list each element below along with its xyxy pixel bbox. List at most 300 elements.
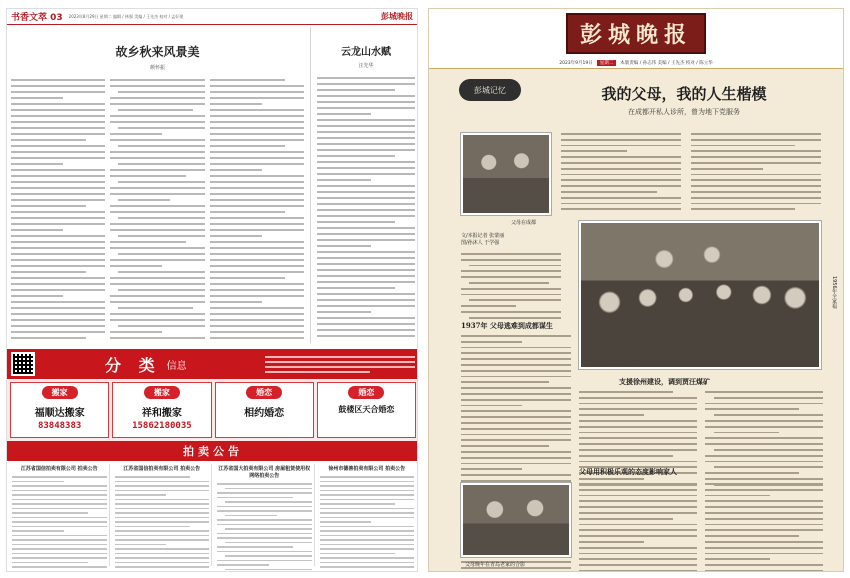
left-articles — [7, 27, 418, 345]
text-line — [118, 271, 205, 273]
text-line — [579, 461, 697, 463]
text-line — [12, 562, 88, 564]
text-line — [579, 437, 697, 439]
text-line — [217, 519, 312, 521]
text-line — [461, 428, 571, 430]
section-heading: 1937年 父母逃难到成都谋生 — [461, 321, 553, 330]
text-line — [461, 288, 561, 290]
article-author: 汪先华 — [358, 63, 374, 69]
text-line — [110, 223, 204, 225]
family-photo-caption: 1956年全家福 — [831, 276, 837, 309]
text-line — [110, 121, 204, 123]
text-line — [210, 313, 304, 315]
text-line — [11, 151, 105, 153]
text-line — [469, 282, 549, 284]
couple-photo — [461, 133, 551, 215]
text-line — [11, 211, 105, 213]
text-line — [579, 535, 697, 537]
text-block — [561, 133, 681, 214]
text-line — [461, 480, 571, 482]
text-line — [561, 197, 681, 199]
issue-line — [429, 57, 843, 69]
text-line — [110, 247, 204, 249]
ad-badge: 搬家 — [144, 386, 180, 399]
text-line — [115, 544, 167, 546]
text-line — [461, 311, 561, 313]
text-line — [317, 77, 415, 79]
issue-date: 2023年9月19日 — [559, 60, 593, 66]
text-line — [561, 191, 657, 193]
text-line — [11, 265, 105, 267]
text-line — [210, 331, 304, 333]
text-line — [12, 557, 107, 559]
text-line — [11, 307, 105, 309]
text-line — [12, 494, 107, 496]
feature-subtitle: 在成都开私人诊所，曾为地下党服务 — [628, 108, 740, 116]
text-line — [579, 420, 697, 422]
text-line — [317, 185, 415, 187]
text-line — [705, 558, 770, 560]
text-line — [579, 483, 697, 485]
text-line — [461, 445, 549, 447]
text-line — [11, 319, 105, 321]
text-line — [317, 305, 415, 307]
text-line — [210, 187, 304, 189]
text-line — [579, 397, 697, 399]
text-line — [12, 521, 107, 523]
text-line — [579, 426, 697, 428]
feature-article — [429, 71, 844, 572]
text-line — [317, 119, 415, 121]
text-line — [11, 127, 105, 129]
text-line — [118, 289, 205, 291]
notice-title: 江苏省国信拍卖有限公司 拍卖公告 — [20, 466, 98, 472]
text-line — [12, 517, 107, 519]
text-line — [705, 408, 799, 410]
text-column — [11, 79, 105, 343]
text-line — [115, 494, 167, 496]
text-line — [317, 299, 415, 301]
text-line — [210, 79, 285, 81]
text-line — [210, 283, 304, 285]
text-line — [12, 530, 64, 532]
text-line — [691, 191, 821, 193]
text-line — [11, 337, 86, 339]
text-line — [320, 526, 415, 528]
text-line — [320, 503, 396, 505]
text-line — [320, 557, 415, 559]
text-line — [320, 499, 415, 501]
text-line — [317, 149, 415, 151]
text-line — [317, 257, 415, 259]
text-line — [317, 215, 415, 217]
qr-code-icon — [11, 352, 35, 376]
text-line — [317, 143, 415, 145]
text-line — [12, 539, 107, 541]
text-line — [705, 489, 823, 491]
article-yunlong-mountain — [317, 27, 415, 343]
text-line — [691, 168, 763, 170]
text-line — [110, 265, 162, 267]
notice-title: 江苏省国信拍卖有限公司 拍卖公告 — [123, 466, 201, 472]
text-line — [11, 145, 105, 147]
text-line — [11, 187, 105, 189]
classified-contact — [265, 353, 415, 376]
text-line — [115, 571, 210, 573]
text-line — [561, 133, 681, 135]
photo-caption: 父母在成都 — [511, 220, 537, 226]
text-line — [11, 163, 63, 165]
text-line — [320, 490, 415, 492]
text-line — [317, 83, 415, 85]
text-line — [210, 301, 262, 303]
text-line — [317, 161, 415, 163]
text-line — [11, 313, 105, 315]
text-line — [11, 193, 105, 195]
text-line — [210, 277, 285, 279]
text-line — [210, 295, 304, 297]
text-line — [705, 437, 823, 439]
text-line — [705, 500, 823, 502]
text-line — [317, 275, 415, 277]
text-line — [320, 571, 372, 573]
text-line — [110, 205, 204, 207]
text-line — [461, 387, 571, 389]
text-line — [320, 566, 415, 568]
ad-badge: 婚恋 — [348, 386, 384, 399]
text-line — [461, 335, 571, 337]
text-line — [11, 79, 105, 81]
text-line — [115, 562, 210, 564]
text-line — [217, 492, 312, 494]
text-column — [110, 79, 204, 343]
text-line — [11, 133, 105, 135]
text-line — [579, 449, 697, 451]
text-line — [115, 553, 210, 555]
text-line — [118, 109, 193, 111]
text-line — [691, 145, 795, 147]
text-line — [320, 521, 372, 523]
text-line — [11, 223, 105, 225]
text-line — [210, 259, 304, 261]
text-line — [461, 457, 571, 459]
text-line — [705, 478, 823, 480]
text-line — [461, 358, 571, 360]
text-line — [561, 168, 681, 170]
text-line — [705, 443, 823, 445]
text-line — [461, 410, 571, 412]
text-line — [317, 263, 415, 265]
text-line — [461, 422, 571, 424]
text-line — [705, 426, 823, 428]
text-line — [210, 247, 304, 249]
text-line — [11, 247, 105, 249]
ad-name: 相约婚恋 — [244, 408, 285, 419]
family-photo — [579, 221, 821, 369]
text-line — [461, 276, 561, 278]
ad-row — [7, 379, 418, 441]
text-line — [11, 157, 105, 159]
text-line — [12, 535, 107, 537]
masthead-logo: 彭城晚报 — [566, 13, 706, 54]
text-line — [115, 512, 210, 514]
text-line — [461, 253, 561, 255]
text-line — [210, 169, 262, 171]
text-line — [11, 121, 105, 123]
text-line — [225, 542, 312, 544]
text-line — [561, 156, 681, 158]
text-line — [12, 571, 107, 573]
text-line — [210, 139, 304, 141]
text-line — [118, 235, 205, 237]
text-line — [217, 510, 312, 512]
text-line — [210, 151, 304, 153]
text-line — [110, 241, 185, 243]
text-line — [210, 175, 304, 177]
text-line — [210, 211, 285, 213]
text-line — [225, 569, 312, 571]
text-line — [115, 499, 210, 501]
text-line — [110, 319, 204, 321]
text-line — [461, 259, 561, 261]
text-line — [11, 271, 86, 273]
text-line — [11, 301, 105, 303]
text-line — [714, 414, 823, 416]
article-autumn-scenery — [11, 27, 311, 343]
text-line — [115, 476, 191, 478]
text-line — [110, 169, 204, 171]
text-line — [461, 451, 571, 453]
text-line — [469, 299, 561, 301]
text-line — [461, 405, 522, 407]
text-line — [225, 488, 312, 490]
text-line — [705, 529, 823, 531]
text-line — [210, 289, 304, 291]
text-line — [210, 163, 304, 165]
text-line — [579, 455, 673, 457]
text-line — [579, 403, 697, 405]
text-line — [210, 133, 304, 135]
text-line — [210, 115, 304, 117]
text-line — [11, 331, 105, 333]
text-line — [461, 399, 571, 401]
text-line — [579, 495, 697, 497]
text-line — [561, 179, 681, 181]
text-line — [705, 420, 823, 422]
auction-notice — [113, 464, 213, 566]
text-line — [579, 558, 697, 560]
text-line — [11, 169, 105, 171]
text-line — [11, 259, 105, 261]
text-line — [110, 187, 204, 189]
left-page-header — [7, 9, 417, 25]
text-line — [461, 474, 571, 476]
text-line — [110, 103, 204, 105]
text-line — [714, 397, 823, 399]
text-line — [217, 506, 312, 508]
text-line — [210, 103, 262, 105]
text-line — [12, 508, 107, 510]
text-line — [705, 483, 823, 485]
text-line — [217, 483, 312, 485]
text-line — [210, 325, 304, 327]
text-line — [469, 265, 561, 267]
text-line — [714, 449, 823, 451]
text-line — [691, 156, 821, 158]
text-line — [320, 485, 415, 487]
text-line — [317, 89, 395, 91]
text-line — [115, 490, 210, 492]
text-line — [12, 476, 107, 478]
text-line — [705, 512, 823, 514]
text-line — [11, 277, 105, 279]
text-line — [705, 547, 823, 549]
text-line — [12, 566, 107, 568]
text-line — [579, 564, 697, 566]
text-line — [210, 199, 304, 201]
text-line — [317, 251, 415, 253]
header-brand: 彭城晚报 — [381, 11, 413, 21]
text-line — [210, 157, 304, 159]
feature-title: 我的父母，我的人生楷模 — [601, 85, 767, 103]
text-line — [320, 530, 415, 532]
text-line — [12, 512, 88, 514]
text-line — [225, 555, 312, 557]
text-line — [11, 229, 63, 231]
text-line — [561, 139, 681, 141]
text-line — [691, 174, 821, 176]
ad-card — [10, 382, 109, 438]
text-line — [317, 203, 415, 205]
issue-editors: 本版责编 / 孙志伟 美编 / 王先杰 校对 / 陈立华 — [620, 60, 713, 66]
article-author: 颜怀振 — [149, 65, 165, 71]
text-line — [317, 311, 371, 313]
text-line — [217, 497, 293, 499]
text-line — [579, 432, 697, 434]
text-line — [110, 277, 204, 279]
text-line — [691, 150, 821, 152]
text-line — [210, 223, 304, 225]
ad-name: 祥和搬家 — [141, 408, 182, 419]
text-line — [561, 185, 681, 187]
text-line — [579, 518, 673, 520]
text-line — [714, 432, 779, 434]
text-line — [579, 408, 697, 410]
text-line — [691, 179, 821, 181]
text-line — [115, 526, 191, 528]
text-line — [118, 217, 205, 219]
text-line — [691, 133, 821, 135]
ad-phone: 15862180035 — [132, 421, 192, 431]
elderly-couple-photo — [461, 483, 571, 557]
auction-notice — [10, 464, 110, 566]
text-line — [714, 466, 823, 468]
text-line — [210, 193, 304, 195]
text-line — [210, 235, 262, 237]
text-line — [210, 85, 304, 87]
ad-name: 鼓楼区天合婚恋 — [338, 405, 395, 414]
text-line — [317, 293, 415, 295]
byline: 文/本报记者 张蒙丽 图/孙沐人 于学强 — [461, 233, 505, 246]
text-line — [118, 91, 205, 93]
text-line — [691, 203, 821, 205]
text-line — [217, 560, 312, 562]
text-line — [461, 463, 571, 465]
text-line — [320, 544, 415, 546]
text-line — [320, 476, 415, 478]
ad-badge: 婚恋 — [246, 386, 282, 399]
text-line — [115, 557, 210, 559]
text-line — [210, 97, 304, 99]
text-line — [705, 553, 823, 555]
notice-title: 江苏省国大拍卖有限公司 房屋租赁使用权 网络拍卖公告 — [218, 466, 311, 479]
text-line — [461, 468, 522, 470]
text-line — [110, 193, 204, 195]
article-body — [317, 77, 415, 337]
text-line — [118, 145, 205, 147]
text-line — [210, 181, 304, 183]
text-line — [11, 115, 105, 117]
text-column — [210, 79, 304, 343]
page-meta: 2023年8月29日 星期二 编辑 / 林强 美编 / 王先杰 校对 / 孟好建 — [68, 13, 184, 19]
text-line — [579, 570, 697, 572]
classified-title-sub: 信息 — [166, 360, 187, 372]
text-line — [461, 381, 549, 383]
text-line — [705, 403, 823, 405]
text-line — [579, 547, 697, 549]
text-line — [12, 526, 107, 528]
text-line — [110, 211, 204, 213]
text-line — [110, 313, 204, 315]
text-line — [561, 145, 681, 147]
text-line — [110, 133, 162, 135]
text-line — [320, 512, 415, 514]
text-line — [217, 524, 312, 526]
text-line — [691, 139, 821, 141]
text-line — [705, 391, 823, 393]
text-line — [469, 317, 561, 319]
text-line — [210, 127, 304, 129]
text-line — [11, 295, 63, 297]
text-line — [110, 301, 204, 303]
text-line — [115, 566, 210, 568]
text-block — [705, 483, 823, 572]
text-line — [317, 209, 415, 211]
text-line — [110, 331, 162, 333]
text-line — [691, 185, 821, 187]
text-line — [210, 205, 304, 207]
text-line — [11, 241, 105, 243]
text-line — [461, 393, 571, 395]
text-line — [115, 539, 210, 541]
text-line — [118, 127, 205, 129]
notice-title: 徐州市德善拍卖有限公司 拍卖公告 — [328, 466, 406, 472]
text-line — [317, 107, 415, 109]
text-line — [317, 167, 415, 169]
article-body — [11, 79, 304, 343]
text-line — [110, 139, 204, 141]
article-title: 云龙山水赋 — [341, 47, 391, 58]
text-line — [11, 97, 63, 99]
text-line — [115, 508, 210, 510]
text-line — [11, 175, 105, 177]
section-heading: 父母用积极乐观的态度影响家人 — [579, 467, 677, 476]
text-line — [317, 221, 395, 223]
section-heading: 支援徐州建设，调到贾汪煤矿 — [619, 377, 710, 386]
text-line — [210, 241, 304, 243]
text-line — [12, 503, 107, 505]
text-line — [210, 271, 304, 273]
